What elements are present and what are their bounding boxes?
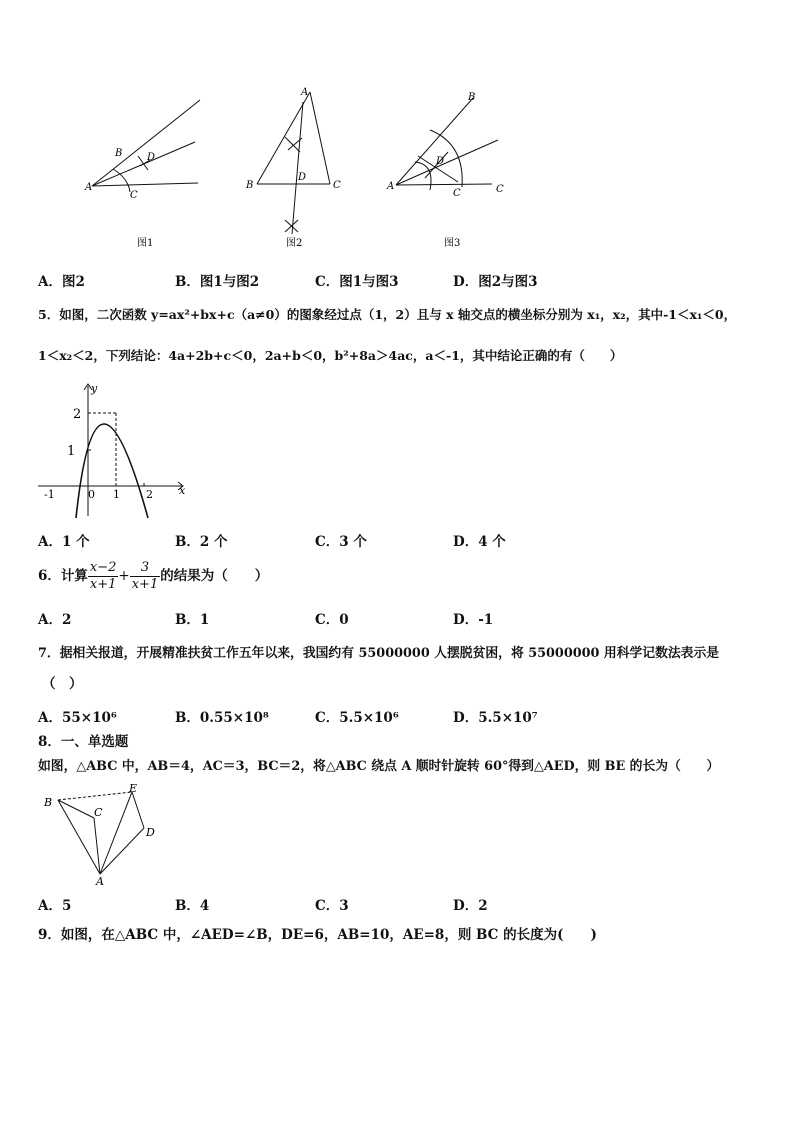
fig3-label-c2: C <box>496 184 504 195</box>
parabola-curve <box>76 424 148 518</box>
q6-suffix: 的结果为（ ） <box>160 568 269 584</box>
fig2-label-a: A <box>301 87 309 98</box>
q5-option-c[interactable]: C．3 个 <box>315 534 367 550</box>
segment-da <box>100 828 144 874</box>
fig1-label-a: A <box>85 182 93 193</box>
y-tick-1: 1 <box>67 444 76 459</box>
q6-fraction-2 <box>130 560 161 593</box>
figure-1 <box>92 100 200 192</box>
origin-label: 0 <box>88 488 95 501</box>
q4-option-d[interactable]: D．图2与图3 <box>453 274 538 290</box>
q6-frac2-numerator: 3 <box>130 560 161 577</box>
fig1-label-d: D <box>147 152 156 163</box>
q5-option-b[interactable]: B．2 个 <box>175 534 228 550</box>
fig3-label-d: D <box>436 156 445 167</box>
fig2-label-c: C <box>333 180 341 191</box>
q6-option-d[interactable]: D．-1 <box>453 612 494 628</box>
q4-option-a[interactable]: A．图2 <box>38 274 85 290</box>
q8-text: 如图，△ABC 中，AB＝4，AC＝3，BC＝2，将△ABC 绕点 A 顺时针旋转 60°得到△AED，则 BE 的长为（ ） <box>38 759 720 774</box>
q7-text-line2: （ ） <box>42 676 83 692</box>
figure-2 <box>257 92 330 234</box>
fig3-label-b: B <box>468 92 476 103</box>
q4-figures <box>80 82 520 254</box>
q5-text-line1: 5．如图，二次函数 y=ax²+bx+c（a≠0）的图象经过点（1，2）且与 x 轴交点的横坐标分别为 x₁，x₂，其中-1＜x₁＜0， <box>38 307 737 322</box>
q8-label-d: D <box>146 826 155 839</box>
x-tick-m1: -1 <box>44 488 55 501</box>
q7-option-a[interactable]: A．55×10⁶ <box>38 710 117 726</box>
q8-label-c: C <box>94 806 103 819</box>
q7-option-b[interactable]: B．0.55×10⁸ <box>175 710 269 726</box>
q6-frac2-denominator: x+1 <box>131 576 159 592</box>
x-tick-1: 1 <box>113 488 120 501</box>
q8-header: 8．一、单选题 <box>38 734 129 750</box>
y-axis-label: y <box>91 382 98 395</box>
q8-option-b[interactable]: B．4 <box>175 898 210 914</box>
fig2-caption: 图2 <box>286 238 303 249</box>
q6-question <box>38 556 268 596</box>
q5-parabola-graph <box>36 380 192 520</box>
q4-option-c[interactable]: C．图1与图3 <box>315 274 399 290</box>
q4-option-b[interactable]: B．图1与图2 <box>175 274 260 290</box>
q6-fraction-1 <box>88 560 119 593</box>
fig1-label-c: C <box>130 190 138 201</box>
q9-text: 9．如图，在△ABC 中，∠AED=∠B，DE=6，AB=10，AE=8，则 BC 的长度为( ) <box>38 927 597 943</box>
q5-option-d[interactable]: D．4 个 <box>453 534 506 550</box>
q8-option-a[interactable]: A．5 <box>38 898 72 914</box>
fig2-label-d: D <box>298 172 307 183</box>
q6-frac1-numerator: x−2 <box>89 559 117 575</box>
q8-label-a: A <box>96 875 104 886</box>
figure-3 <box>396 98 498 190</box>
q6-frac1-denominator: x+1 <box>89 576 117 592</box>
fig3-label-a: A <box>387 181 395 192</box>
q7-text-line1: 7．据相关报道，开展精准扶贫工作五年以来，我国约有 55000000 人摆脱贫困，将 55000000 用科学记数法表示是 <box>38 646 720 661</box>
q8-option-d[interactable]: D．2 <box>453 898 488 914</box>
q6-plus: + <box>118 568 130 584</box>
fig3-caption: 图3 <box>444 238 461 249</box>
segment-ed <box>132 792 144 828</box>
fig3-label-c: C <box>453 188 461 199</box>
x-tick-2: 2 <box>146 488 153 501</box>
q7-option-d[interactable]: D．5.5×10⁷ <box>453 710 538 726</box>
y-tick-2: 2 <box>73 407 82 422</box>
q6-prefix: 6．计算 <box>38 568 88 584</box>
q6-option-c[interactable]: C．0 <box>315 612 349 628</box>
q8-label-e: E <box>129 782 138 795</box>
fig1-label-b: B <box>115 148 123 159</box>
segment-ea <box>100 792 132 874</box>
q6-option-a[interactable]: A．2 <box>38 612 72 628</box>
q8-rotation-figure <box>38 782 162 886</box>
fig1-caption: 图1 <box>137 238 154 249</box>
q8-label-b: B <box>44 796 53 809</box>
x-axis-label: x <box>179 484 186 497</box>
q6-option-b[interactable]: B．1 <box>175 612 210 628</box>
q7-option-c[interactable]: C．5.5×10⁶ <box>315 710 399 726</box>
fig2-label-b: B <box>246 180 254 191</box>
q5-text-line2: 1＜x₂＜2，下列结论：4a+2b+c＜0，2a+b＜0，b²+8a＞4ac，a＜-1，其中结论正确的有（ ） <box>38 348 623 363</box>
segment-be <box>58 792 132 800</box>
q8-option-c[interactable]: C．3 <box>315 898 349 914</box>
q5-option-a[interactable]: A．1 个 <box>38 534 90 550</box>
